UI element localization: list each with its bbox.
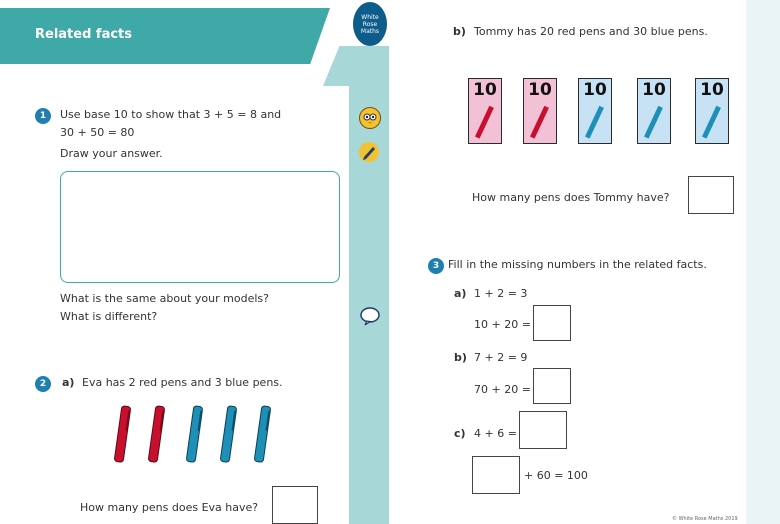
question-number-3: 3 [428, 258, 444, 274]
q3a-label: a) [454, 287, 467, 300]
q1-instruction: Draw your answer. [60, 147, 163, 160]
pens-illustration [110, 398, 280, 473]
white-rose-logo: White Rose Maths [353, 2, 387, 46]
blue-pen-icon [186, 406, 203, 463]
answer-box-3b[interactable] [533, 368, 571, 404]
answer-box-3c-2[interactable] [472, 456, 520, 494]
q3a-fact: 1 + 2 = 3 [474, 287, 528, 300]
tens-rod-blue: 10 [637, 78, 671, 144]
pencil-icon [359, 142, 379, 162]
blue-pen-icon [254, 406, 271, 463]
copyright-footer: © White Rose Maths 2019 [672, 516, 738, 522]
red-pen-icon [114, 406, 131, 463]
red-pen-icon [148, 406, 165, 463]
q1-followup-2: What is different? [60, 310, 158, 323]
tens-rod-blue: 10 [578, 78, 612, 144]
q2b-text: Tommy has 20 red pens and 30 blue pens. [474, 25, 708, 38]
q1-line1: Use base 10 to show that 3 + 5 = 8 and [60, 108, 282, 121]
question-number-1: 1 [35, 108, 51, 124]
tens-rod-blue: 10 [695, 78, 729, 144]
q3b-label: b) [454, 351, 467, 364]
q2b-label: b) [453, 25, 466, 38]
side-strip [349, 70, 389, 524]
tens-rods [465, 78, 735, 158]
question-number-2: 2 [35, 376, 51, 392]
q2a-label: a) [62, 376, 75, 389]
page-title: Related facts [35, 27, 133, 42]
right-margin-strip [746, 0, 780, 524]
q3c-related: + 60 = 100 [524, 469, 588, 482]
tens-rod-pink: 10 [523, 78, 557, 144]
answer-box-tommy[interactable] [688, 176, 734, 214]
q3a-related: 10 + 20 = [474, 318, 531, 331]
speech-bubble-icon [359, 305, 379, 325]
q2b-question: How many pens does Tommy have? [472, 191, 670, 204]
tens-rod-pink: 10 [468, 78, 502, 144]
q2a-text: Eva has 2 red pens and 3 blue pens. [82, 376, 283, 389]
answer-box-3a[interactable] [533, 305, 571, 341]
answer-box-eva[interactable] [272, 486, 318, 524]
q3-intro: Fill in the missing numbers in the related facts. [448, 258, 707, 271]
drawing-box[interactable] [60, 171, 340, 283]
blue-pen-icon [220, 406, 237, 463]
q1-line2: 30 + 50 = 80 [60, 126, 135, 139]
q3c-label: c) [454, 427, 466, 440]
q2a-question: How many pens does Eva have? [80, 501, 259, 514]
q3b-related: 70 + 20 = [474, 383, 531, 396]
q1-followup-1: What is the same about your models? [60, 292, 269, 305]
answer-box-3c-1[interactable] [519, 411, 567, 449]
owl-icon [359, 107, 381, 129]
q3b-fact: 7 + 2 = 9 [474, 351, 528, 364]
q3c-fact: 4 + 6 = [474, 427, 517, 440]
